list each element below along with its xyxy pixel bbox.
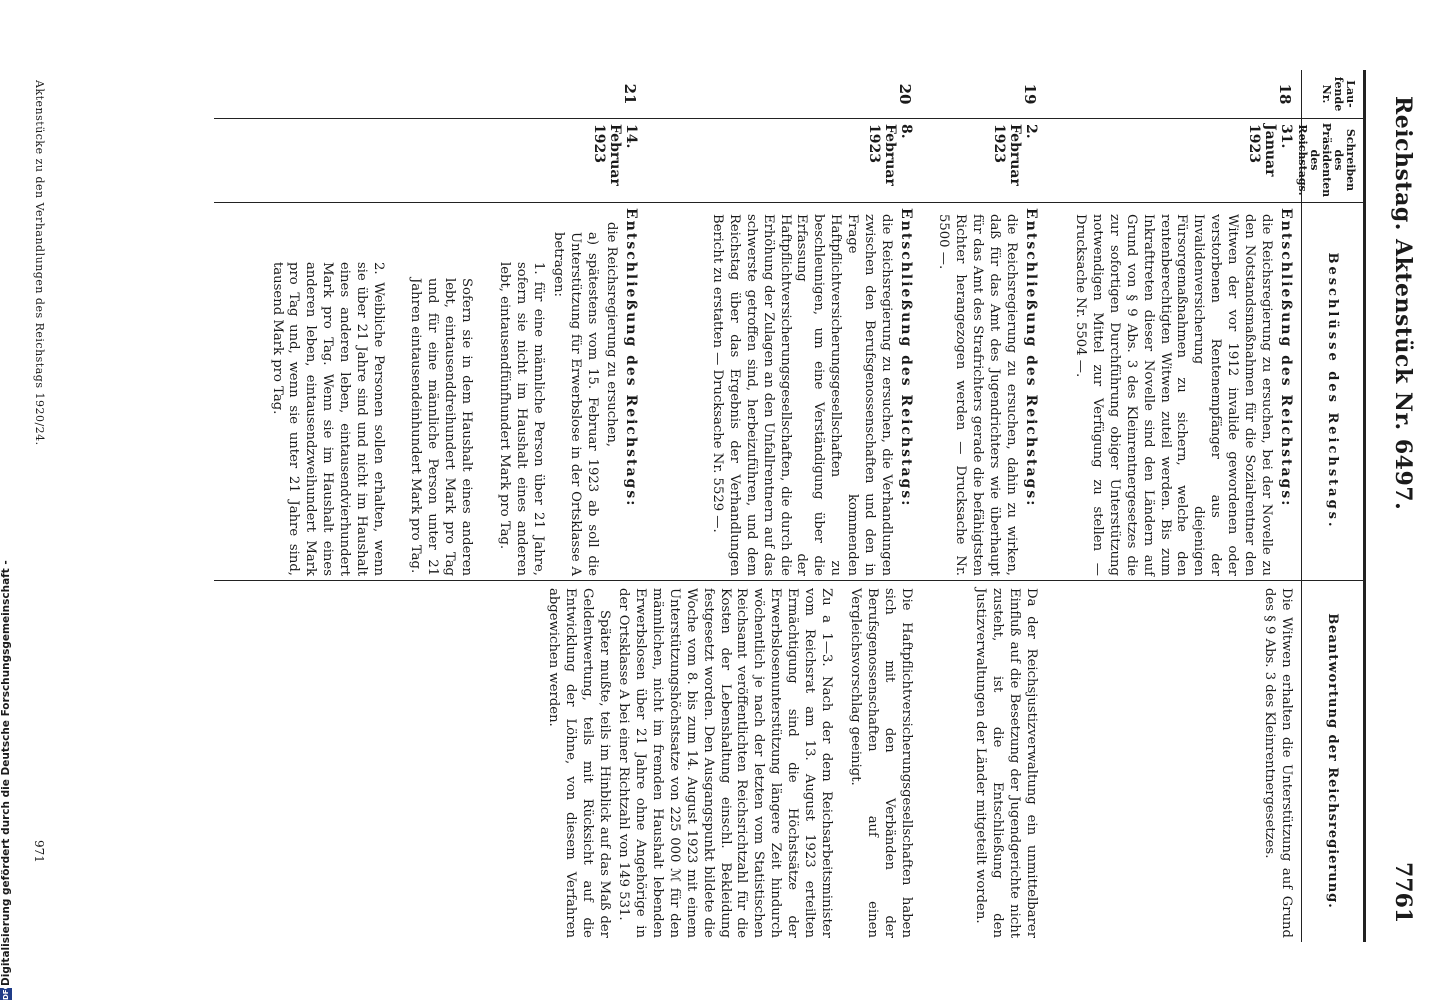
row-title: Entschließung des Reichstags:	[1278, 208, 1294, 508]
row-title: Entschließung des Reichstags:	[623, 208, 639, 508]
row-answer-continued: Später mußte, teils im Hinblick auf das Maß der Geldentwertung, teils mit Rücksicht auf die Entwicklung der Löhne, von diesem Verfahren abgewichen werden.	[546, 588, 612, 938]
row-text: die Reichsregierung zu ersuchen, die Verhandlungen zwischen den Berufsgenossenschaften und den in Frage kommenden Haftpflichtversicherungsgesellschaften zu beschleunigen, um eine Verständigung über die Erfassung der Haftpflichtversicherungsgesellschaften, die durch die Erhöhung der Zulagen an den Unfallrentnern auf das schwerste getroffen sind, herbeizuführen, und dem Reichstag über das Ergebnis der Verhandlungen Bericht zu erstatten — Drucksache Nr. 5529 —.	[709, 214, 894, 576]
column-header-resolutions: Beschlüsse des Reichstags.	[1325, 252, 1340, 530]
row-date: 14. Februar 1923	[591, 124, 639, 186]
row-number: 20	[896, 83, 914, 105]
row-number: 19	[1021, 83, 1039, 105]
row-title: Entschließung des Reichstags:	[898, 208, 914, 508]
top-rule	[1363, 70, 1366, 942]
row-item-1: 1. für eine männliche Person über 21 Jahre, sofern sie nicht im Haushalt eines anderen lebt, eintausendfünfhundert Mark pro Tag.	[497, 262, 546, 576]
digitization-note	[0, 0, 16, 1000]
header-rule	[1301, 70, 1302, 942]
row-intro: die Reichsregierung zu ersuchen,	[604, 222, 619, 448]
row-number: 18	[1276, 83, 1294, 105]
row-answer: Die Haftpflichtversicherungsgesellschaften haben sich mit den Verbänden der Berufsgenossenschaften auf einen Vergleichsvorschlag geeinigt.	[848, 588, 914, 938]
footer-source: Aktenstücke zu den Verhandlungen des Reichstags 1920/24.	[33, 80, 46, 446]
row-sub-a: a) spätestens vom 15. Februar 1923 ab soll die Unterstützung für Erwerbslose in der Ortsklasse A betragen:	[551, 232, 600, 576]
column-header-number: Lau-fende Nr.	[1320, 76, 1357, 112]
row-date: 2. Februar 1923	[991, 124, 1039, 186]
dfg-logo: DFG	[2, 983, 10, 1000]
footer-page-number: 971	[32, 840, 46, 863]
row-answer: Die Witwen erhalten die Unterstützung auf Grund des § 9 Abs. 3 des Kleinrentnergesetzes.	[1262, 588, 1294, 938]
page-number: 7761	[1390, 862, 1416, 924]
row-answer: Da der Reichsjustizverwaltung ein unmittelbarer Einfluß auf die Besetzung der Jugendgerichte nicht zusteht, ist die Entschließung den Justizverwaltungen der Länder mitgeteilt worden.	[973, 588, 1039, 938]
row-date: 8. Februar 1923	[866, 124, 914, 186]
column-divider-2	[214, 202, 1364, 203]
row-date: 31. Januar 1923	[1246, 124, 1294, 177]
column-divider-3	[214, 580, 1364, 581]
digitization-note-text: Digitalisierung gefördert durch die Deutsche Forschungsgemeinschaft -	[0, 560, 12, 986]
row-item-2: 2. Weibliche Personen sollen erhalten, wenn sie über 21 Jahre sind und nicht im Haushalt eines anderen leben, eintausendvierhundert Mark pro Tag. Wenn sie im Haushalt eines anderen leben, eintausendzweihundert Mark pro Tag und, wenn sie unter 21 Jahre sind, tausend Mark pro Tag.	[269, 262, 386, 576]
row-answer: Zu a 1—3. Nach der dem Reichsarbeitsminister vom Reichsrat am 13. August 1923 erteilten Ermächtigung sind die Höchstsätze der Erwerbslosenunterstützung längere Zeit hindurch wöchentlich je nach der letzten vom Statistischen Reichsamt veröffentlichten Reichsrichtzahl für die Kosten der Lebenshaltung einschl. Bekleidung festgesetzt worden. Den Ausgangspunkt bildete die Woche vom 8. bis zum 14. August 1923 mit einem Unterstützungshöchstsatze von 225 000 ℳ für den männlichen, nicht im fremden Haushalt lebenden Erwerbslosen über 21 Jahre ohne Angehörige in der Ortsklasse A bei einer Richtzahl von 149 531.	[616, 588, 834, 938]
row-number: 21	[621, 83, 639, 105]
row-text: die Reichsregierung zu ersuchen, bei der Novelle zu den Notstandsmaßnahmen für die Sozialrentner den Witwen der vor 1912 invalide gewordenen oder verstorbenen Rentenempfänger aus der Invalidenversicherung diejenigen Fürsorgemaßnahmen zu sichern, welche den rentenberechtigten Witwen zuteil werden. Bis zum Inkrafttreten dieser Novelle sind den Ländern auf Grund von § 9 Abs. 3 des Kleinrentnergesetzes die zur sofortigen Durchführung obiger Unterstützung notwendigen Mittel zur Verfügung zu stellen — Drucksache Nr. 5504 —.	[1073, 214, 1274, 576]
row-text: die Reichsregierung zu ersuchen, dahin zu wirken, daß für das Amt des Jugendrichters wie überhaupt für das Amt des Strafrichters gerade die befähigtsten Richter herangezogen werden — Drucksache Nr. 5500 —.	[936, 214, 1019, 576]
column-divider-1	[214, 118, 1364, 119]
row-title: Entschließung des Reichstags:	[1023, 208, 1039, 508]
column-header-answer: Beantwortung der Reichsregierung.	[1325, 613, 1340, 909]
row-item-1b: Sofern sie in dem Haushalt eines anderen lebt, eintausenddreihundert Mark pro Tag und für eine männliche Person unter 21 Jahren eintausendeinhundert Mark pro Tag.	[408, 278, 474, 576]
running-head: Reichstag. Aktenstück Nr. 6497.	[1390, 96, 1416, 511]
column-header-date: Schreiben des Präsidenten des Reichstags.	[1296, 122, 1357, 198]
